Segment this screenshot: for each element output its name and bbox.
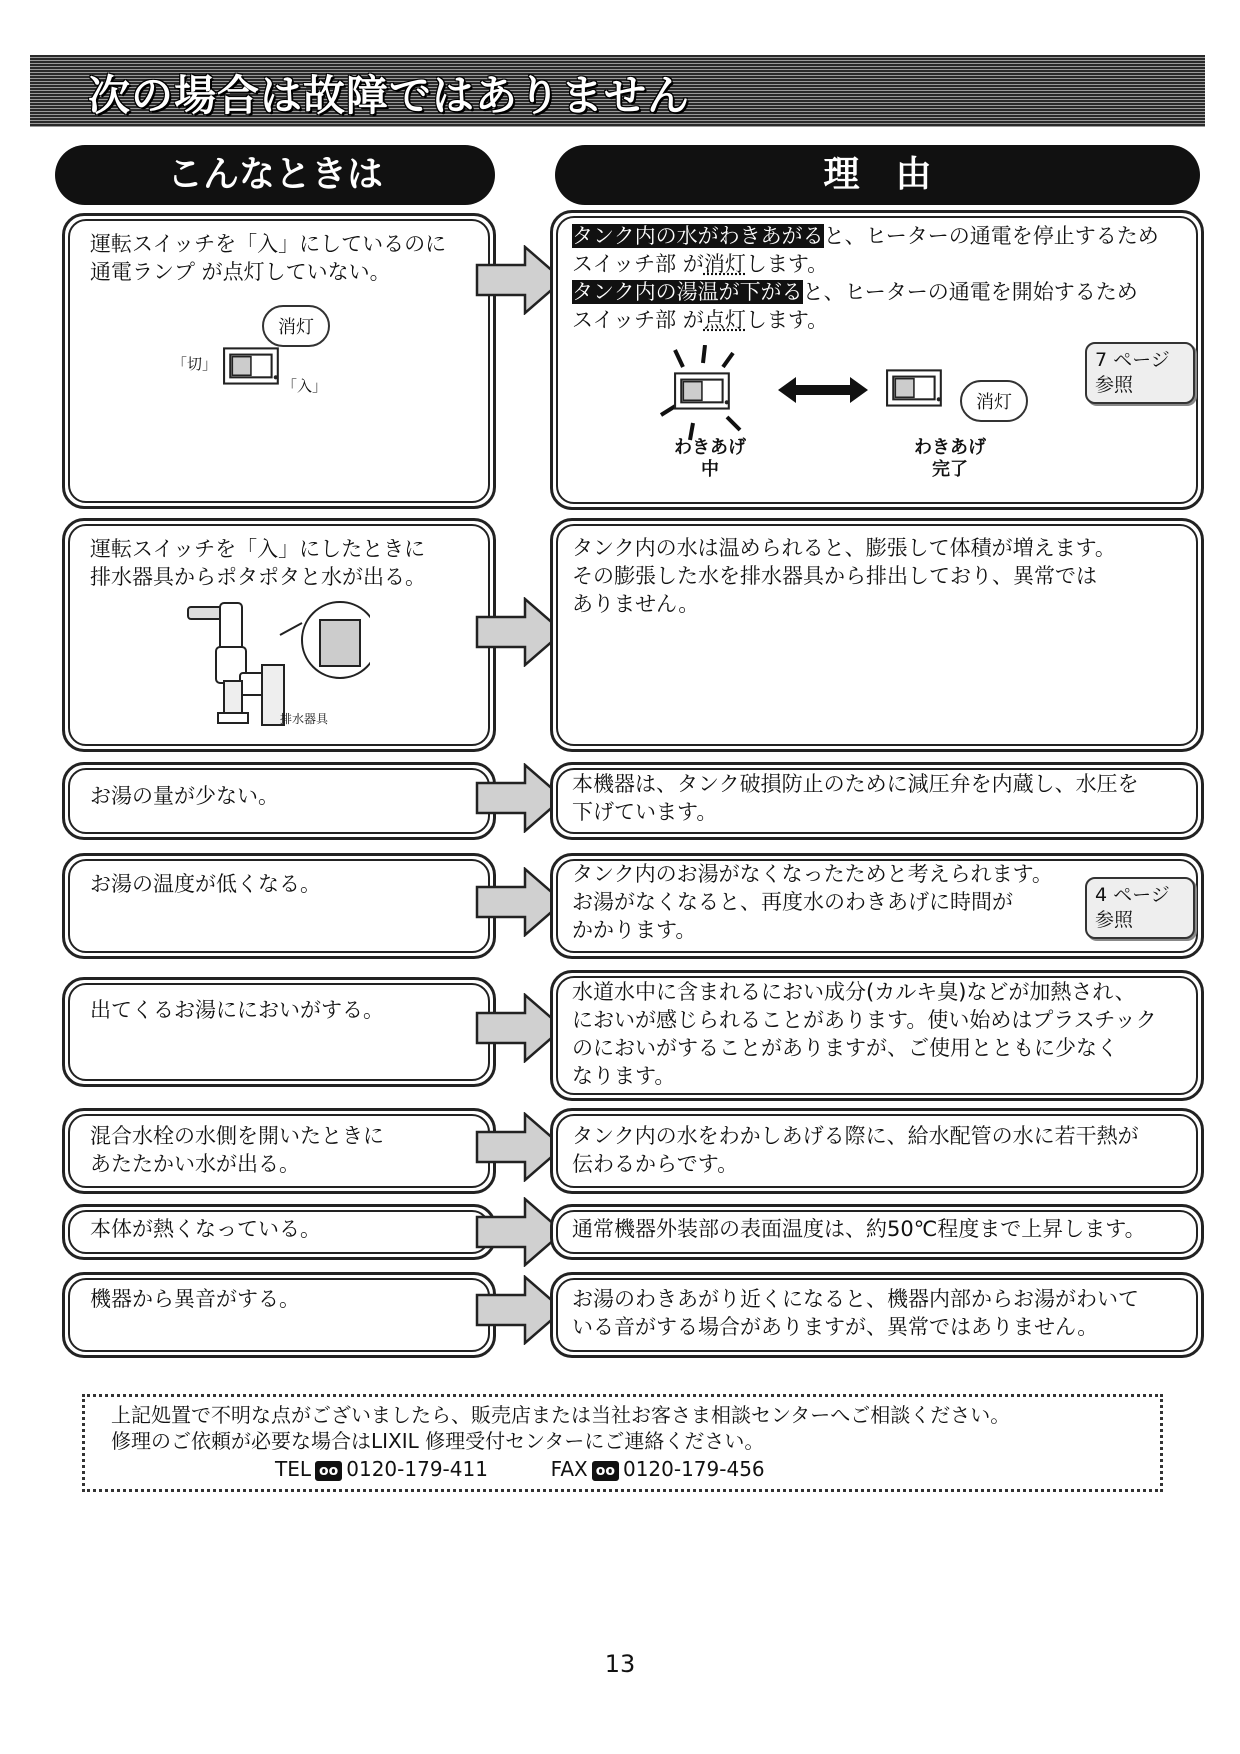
caption-heating: わきあげ 中 (674, 437, 746, 480)
column-header-reason: 理 由 (555, 145, 1200, 205)
symptom-text-7: 本体が熱くなっている。 (90, 1217, 321, 1241)
symptom-text-6: 混合水栓の水側を開いたときに あたたかい水が出る。 (90, 1124, 384, 1176)
page-ref-7: 7 ページ 参照 (1085, 342, 1195, 404)
free-dial-icon: oo (592, 1461, 619, 1481)
callout-off-left: 消灯 (262, 305, 330, 347)
label-on: 「入」 (282, 377, 328, 395)
symptom-text-8: 機器から異音がする。 (90, 1287, 300, 1311)
symptom-box-4 (62, 853, 496, 959)
reason-text-4: タンク内のお湯がなくなったためと考えられます。 お湯がなくなると、再度水のわきあげに時間が かかります。 (572, 862, 1053, 942)
column-header-symptom: こんなときは (55, 145, 495, 205)
switch-lit-illustration (655, 345, 765, 445)
drain-fitting-label: 排水器具 (280, 712, 329, 726)
reason-text-7: 通常機器外装部の表面温度は、約50℃程度まで上昇します。 (572, 1217, 1146, 1241)
caption-done: わきあげ 完了 (914, 437, 986, 480)
reason-text-8: お湯のわきあがり近くになると、機器内部からお湯がわいて いる音がする場合がありますが、異常ではありません。 (572, 1287, 1139, 1339)
page-ref-4: 4 ページ 参照 (1085, 877, 1195, 939)
footer-line-2: 修理のご依頼が必要な場合はLIXIL 修理受付センターにご連絡ください。 (111, 1429, 765, 1453)
footer-contact-line: TEL oo 0120-179-411 FAX oo 0120-179-456 (275, 1457, 765, 1481)
symptom-text-2: 運転スイッチを「入」にしたときに 排水器具からポタポタと水が出る。 (90, 537, 426, 589)
callout-off-right: 消灯 (960, 380, 1028, 422)
drain-fitting-illustration (180, 595, 370, 730)
label-off: 「切」 (172, 355, 218, 373)
reason-text-5: 水道水中に含まれるにおい成分(カルキ臭)などが加熱され、 においが感じられることがあります。使い始めはプラスチック のにおいがすることがありますが、ご使用とともに少なく なります。 (572, 980, 1157, 1088)
double-arrow (778, 375, 868, 405)
title-bar (30, 55, 1205, 127)
reason-highlight-2: タンク内の湯温が下がる (572, 280, 803, 304)
fax-number[interactable]: 0120-179-456 (622, 1457, 765, 1481)
reason-text-1: タンク内の水がわきあがると、ヒーターの通電を停止するため スイッチ部 が消灯します。 タンク内の湯温が下がると、ヒーターの通電を開始するため スイッチ部 が点灯します。 (572, 224, 1159, 332)
contact-footer (82, 1394, 1163, 1492)
switch-illustration-left (222, 345, 284, 389)
tel-number[interactable]: 0120-179-411 (346, 1457, 488, 1481)
reason-highlight-1: タンク内の水がわきあがる (572, 224, 824, 248)
symptom-box-5 (62, 977, 496, 1087)
symptom-text-4: お湯の温度が低くなる。 (90, 872, 321, 896)
symptom-text-1: 運転スイッチを「入」にしているのに 通電ランプ が点灯していない。 (90, 232, 447, 284)
free-dial-icon: oo (315, 1461, 342, 1481)
switch-off-illustration (885, 367, 947, 411)
page-title: 次の場合は故障ではありません (88, 71, 691, 120)
reason-text-2: タンク内の水は温められると、膨張して体積が増えます。 その膨張した水を排水器具から排出しており、異常では ありません。 (572, 536, 1116, 616)
reason-text-6: タンク内の水をわかしあげる際に、給水配管の水に若干熱が 伝わるからです。 (572, 1124, 1139, 1176)
reason-text-3: 本機器は、タンク破損防止のために減圧弁を内蔵し、水圧を 下げています。 (572, 772, 1139, 824)
symptom-text-5: 出てくるお湯ににおいがする。 (90, 998, 384, 1022)
page-number: 13 (604, 1650, 636, 1678)
symptom-text-3: お湯の量が少ない。 (90, 784, 279, 808)
footer-line-1: 上記処置で不明な点がございましたら、販売店または当社お客さま相談センターへご相談ください。 (111, 1403, 1011, 1427)
